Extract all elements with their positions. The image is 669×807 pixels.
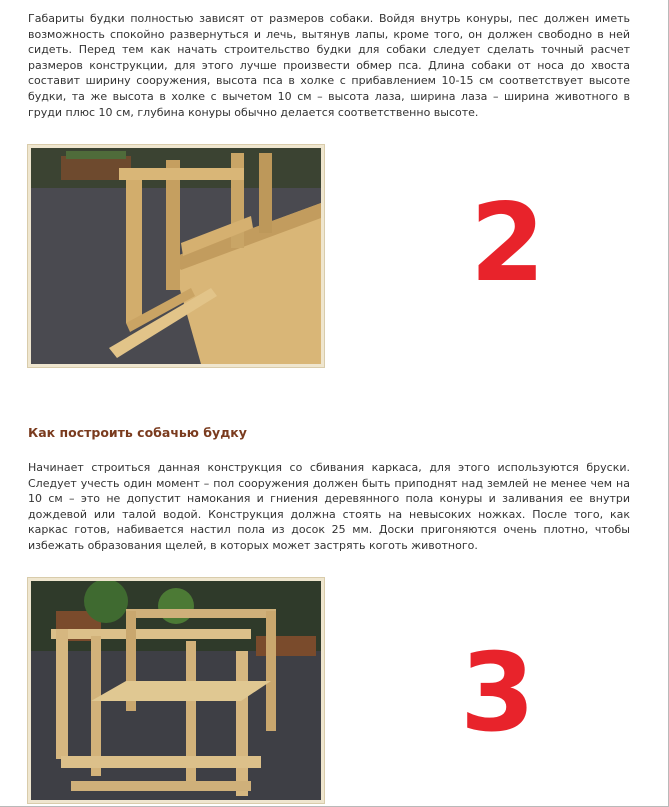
photo-frame-floor — [27, 144, 325, 368]
step-number-2: 2 — [470, 181, 546, 306]
photo-wooden-box-frame — [31, 581, 321, 800]
section-heading: Как построить собачью будку — [28, 425, 247, 440]
build-paragraph: Начинает строиться данная конструкция со сбивания каркаса, для этого используются бруски. Следует учесть один момент – пол сооружения должен быть приподнят над землей не менее чем на 10 см – это не допустит намокания и гниения деревянного пола конуры и заливания ее внутри дождевой или талой водой. Конструкция должна стоять на невысоких ножках. После того, как каркас готов, набивается настил пола из досок 25 мм. Доски пригоняются очень плотно, чтобы избежать образования щелей, в которых может застрять коготь животного. — [28, 461, 630, 552]
step-number-3: 3 — [460, 631, 536, 756]
photo-frame-box — [27, 577, 325, 804]
intro-paragraph: Габариты будки полностью зависят от размеров собаки. Войдя внутрь конуры, пес должен иметь возможность спокойно развернуться и лечь, вытянув лапы, кроме того, он должен свободно в ней сидеть. Перед тем как начать строительство будки для собаки следует сделать точный расчет размеров конструкции, для этого лучше произвести обмер пса. Длина собаки от носа до хвоста составит ширину сооружения, высота пса в холке с прибавлением 10-15 см соответствует высоте будки, та же высота в холке с вычетом 10 см – высота лаза, ширина лаза – ширина животного в груди плюс 10 см, глубина конуры обычно делается соответственно высоте. — [28, 12, 630, 119]
photo-wooden-floor-frame — [31, 148, 321, 364]
